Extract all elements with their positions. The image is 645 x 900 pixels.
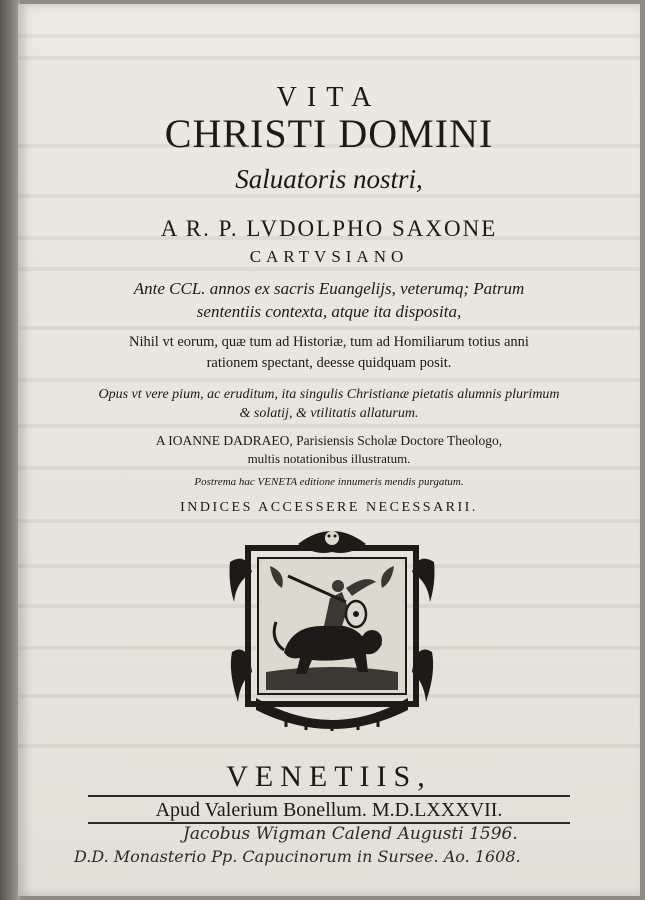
nihil-line-1: Nihil vt eorum, quæ tum ad Historiæ, tum ad Homiliarum totius anni (129, 334, 529, 350)
book-gutter (0, 0, 20, 900)
printer-device-woodcut-icon (226, 522, 438, 732)
ante-line: Ante CCL. annos ex sacris Euangelijs, veterumq; Patrum (133, 279, 525, 298)
imprint-line: Apud Valerium Bonellum. M.D.LXXXVII. (155, 799, 503, 821)
title-page (18, 4, 640, 896)
opus-line-2: & solatij, & vtilitatis allaturum. (239, 406, 419, 421)
notationibus-line: multis notationibus illustratum. (247, 451, 411, 466)
handwritten-provenance-line: D.D. Monasterio Pp. Capucinorum in Sursee. Ao. 1608. (74, 847, 521, 866)
order-line: CARTVSIANO (249, 247, 409, 266)
title-vita: VITA (276, 82, 382, 113)
indices-line: INDICES ACCESSERE NECESSARII. (180, 500, 478, 515)
handwritten-owner-line: Jacobus Wigman Calend Augusti 1596. (183, 824, 518, 844)
subtitle-salvatoris: Saluatoris nostri, (235, 164, 423, 194)
nihil-line-2: rationem spectant, deesse quidquam posit. (206, 355, 452, 371)
sententiis-line: sententiis contexta, atque ita disposita, (196, 302, 462, 321)
title-christi-domini: CHRISTI DOMINI (164, 111, 494, 156)
imprint-rule-top (88, 795, 570, 797)
imprint-city: VENETIIS, (226, 760, 432, 793)
author-line: A R. P. LVDOLPHO SAXONE (160, 216, 498, 241)
postrema-line: Postrema hac VENETA editione innumeris mendis purgatum. (194, 476, 464, 488)
editor-line: A IOANNE DADRAEO, Parisiensis Scholæ Doctore Theologo, (155, 433, 503, 448)
opus-line-1: Opus vt vere pium, ac eruditum, ita singulis Christianæ pietatis alumnis plurimum (98, 387, 560, 402)
